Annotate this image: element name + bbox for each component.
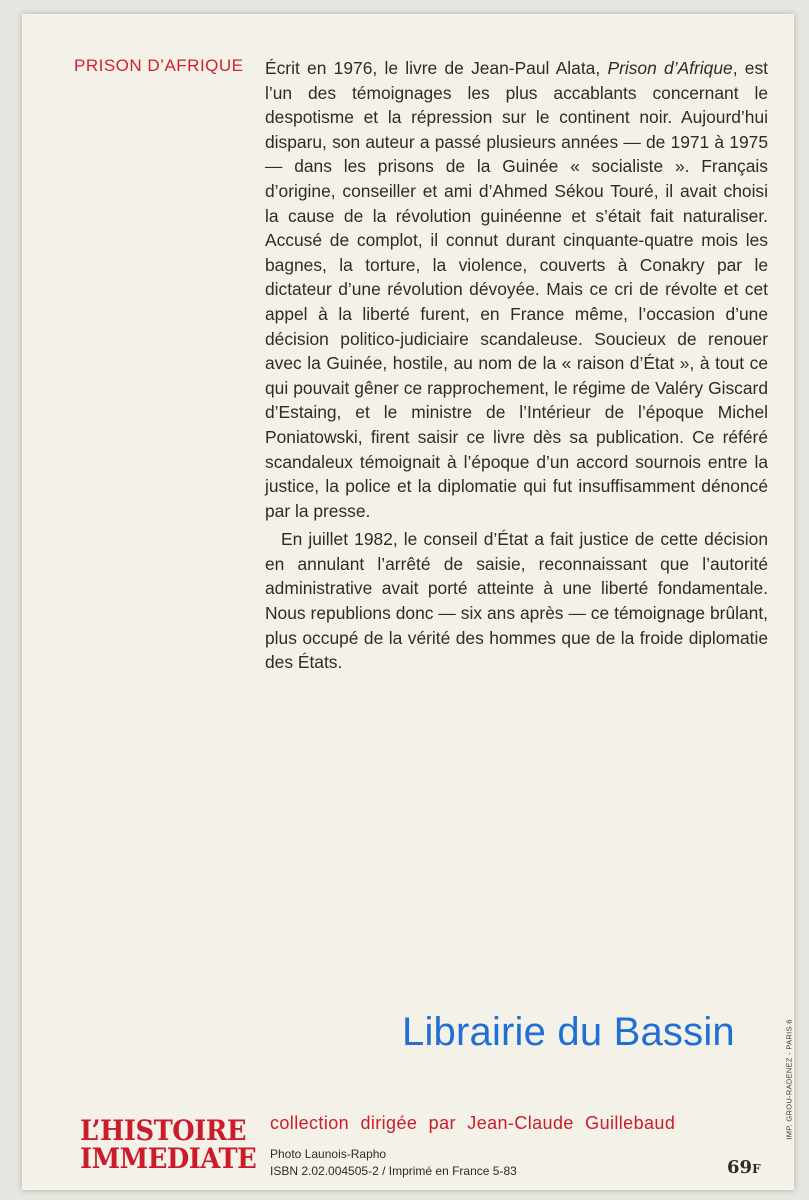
- blurb-p1-start: Écrit en 1976, le livre de Jean-Paul Alata,: [265, 58, 608, 78]
- blurb-p1-rest: , est l’un des témoignages les plus accablants concernant le despotisme et la répression sur le continent noir. Aujourd’hui disparu, son auteur a passé plusieurs années — de 1971 à 1975 — dans les prisons de la Guinée « socialiste ». Français d’origine, conseiller et ami d’Ahmed Sékou Touré, il avait choisi la cause de la révolution guinéenne et s’était fait naturaliser. Accusé de complot, il connut durant cinquante-quatre mois les bagnes, la torture, la violence, couverts à Conakry par le dictateur d’une révolution dévoyée. Mais ce cri de révolte et cet appel à la liberté furent, en France même, l’occasion d’une décision politico-judiciaire scandaleuse. Soucieux de renouer avec la Guinée, hostile, au nom de la « raison d’État », à tout ce qui pouvait gêner ce rapprochement, le régime de Valéry Giscard d’Estaing, et le ministre de l’Intérieur de l’époque Michel Poniatowski, firent saisir ce livre dès sa publication. Ce référé scandaleux témoignait à l’époque d’un accord sournois entre la justice, la police et la diplomatie qui fut insuffisamment dénoncé par la presse.: [265, 58, 768, 521]
- blurb-paragraph-2: En juillet 1982, le conseil d’État a fait justice de cette décision en annulant l’arrêté de saisie, reconnaissant que l’autorité administrative avait porté atteinte à une liberté fondamentale. Nous republions donc — six ans après — ce témoignage brûlant, plus occupé de la vérité des hommes que de la froide diplomatie des États.: [265, 529, 768, 673]
- printer-credit-text: IMP. GROU-RADENEZ - PARIS 6: [784, 1018, 794, 1140]
- price-unit: F: [752, 1162, 761, 1176]
- collection-editor-line: collection dirigée par Jean-Claude Guillebaud: [270, 1113, 676, 1133]
- blurb-paragraph-1: [265, 56, 768, 523]
- blurb-text: [265, 56, 768, 675]
- series-logo-line2: IMMEDIATE: [80, 1142, 257, 1175]
- isbn-line: ISBN 2.02.004505-2 / Imprimé en France 5-83: [270, 1164, 517, 1178]
- series-logo-line1: L’HISTOIRE: [80, 1114, 247, 1147]
- book-title-label: PRISON D’AFRIQUE: [74, 56, 244, 75]
- price: [727, 1157, 761, 1178]
- photo-credit: Photo Launois-Rapho: [270, 1147, 387, 1161]
- book-back-cover: [22, 14, 794, 1190]
- printer-credit: [782, 1018, 796, 1140]
- bookseller-watermark: Librairie du Bassin: [402, 1010, 735, 1054]
- blurb-book-title: Prison d’Afrique: [607, 58, 733, 78]
- price-value: 69: [727, 1157, 753, 1178]
- series-logo: [80, 1114, 257, 1175]
